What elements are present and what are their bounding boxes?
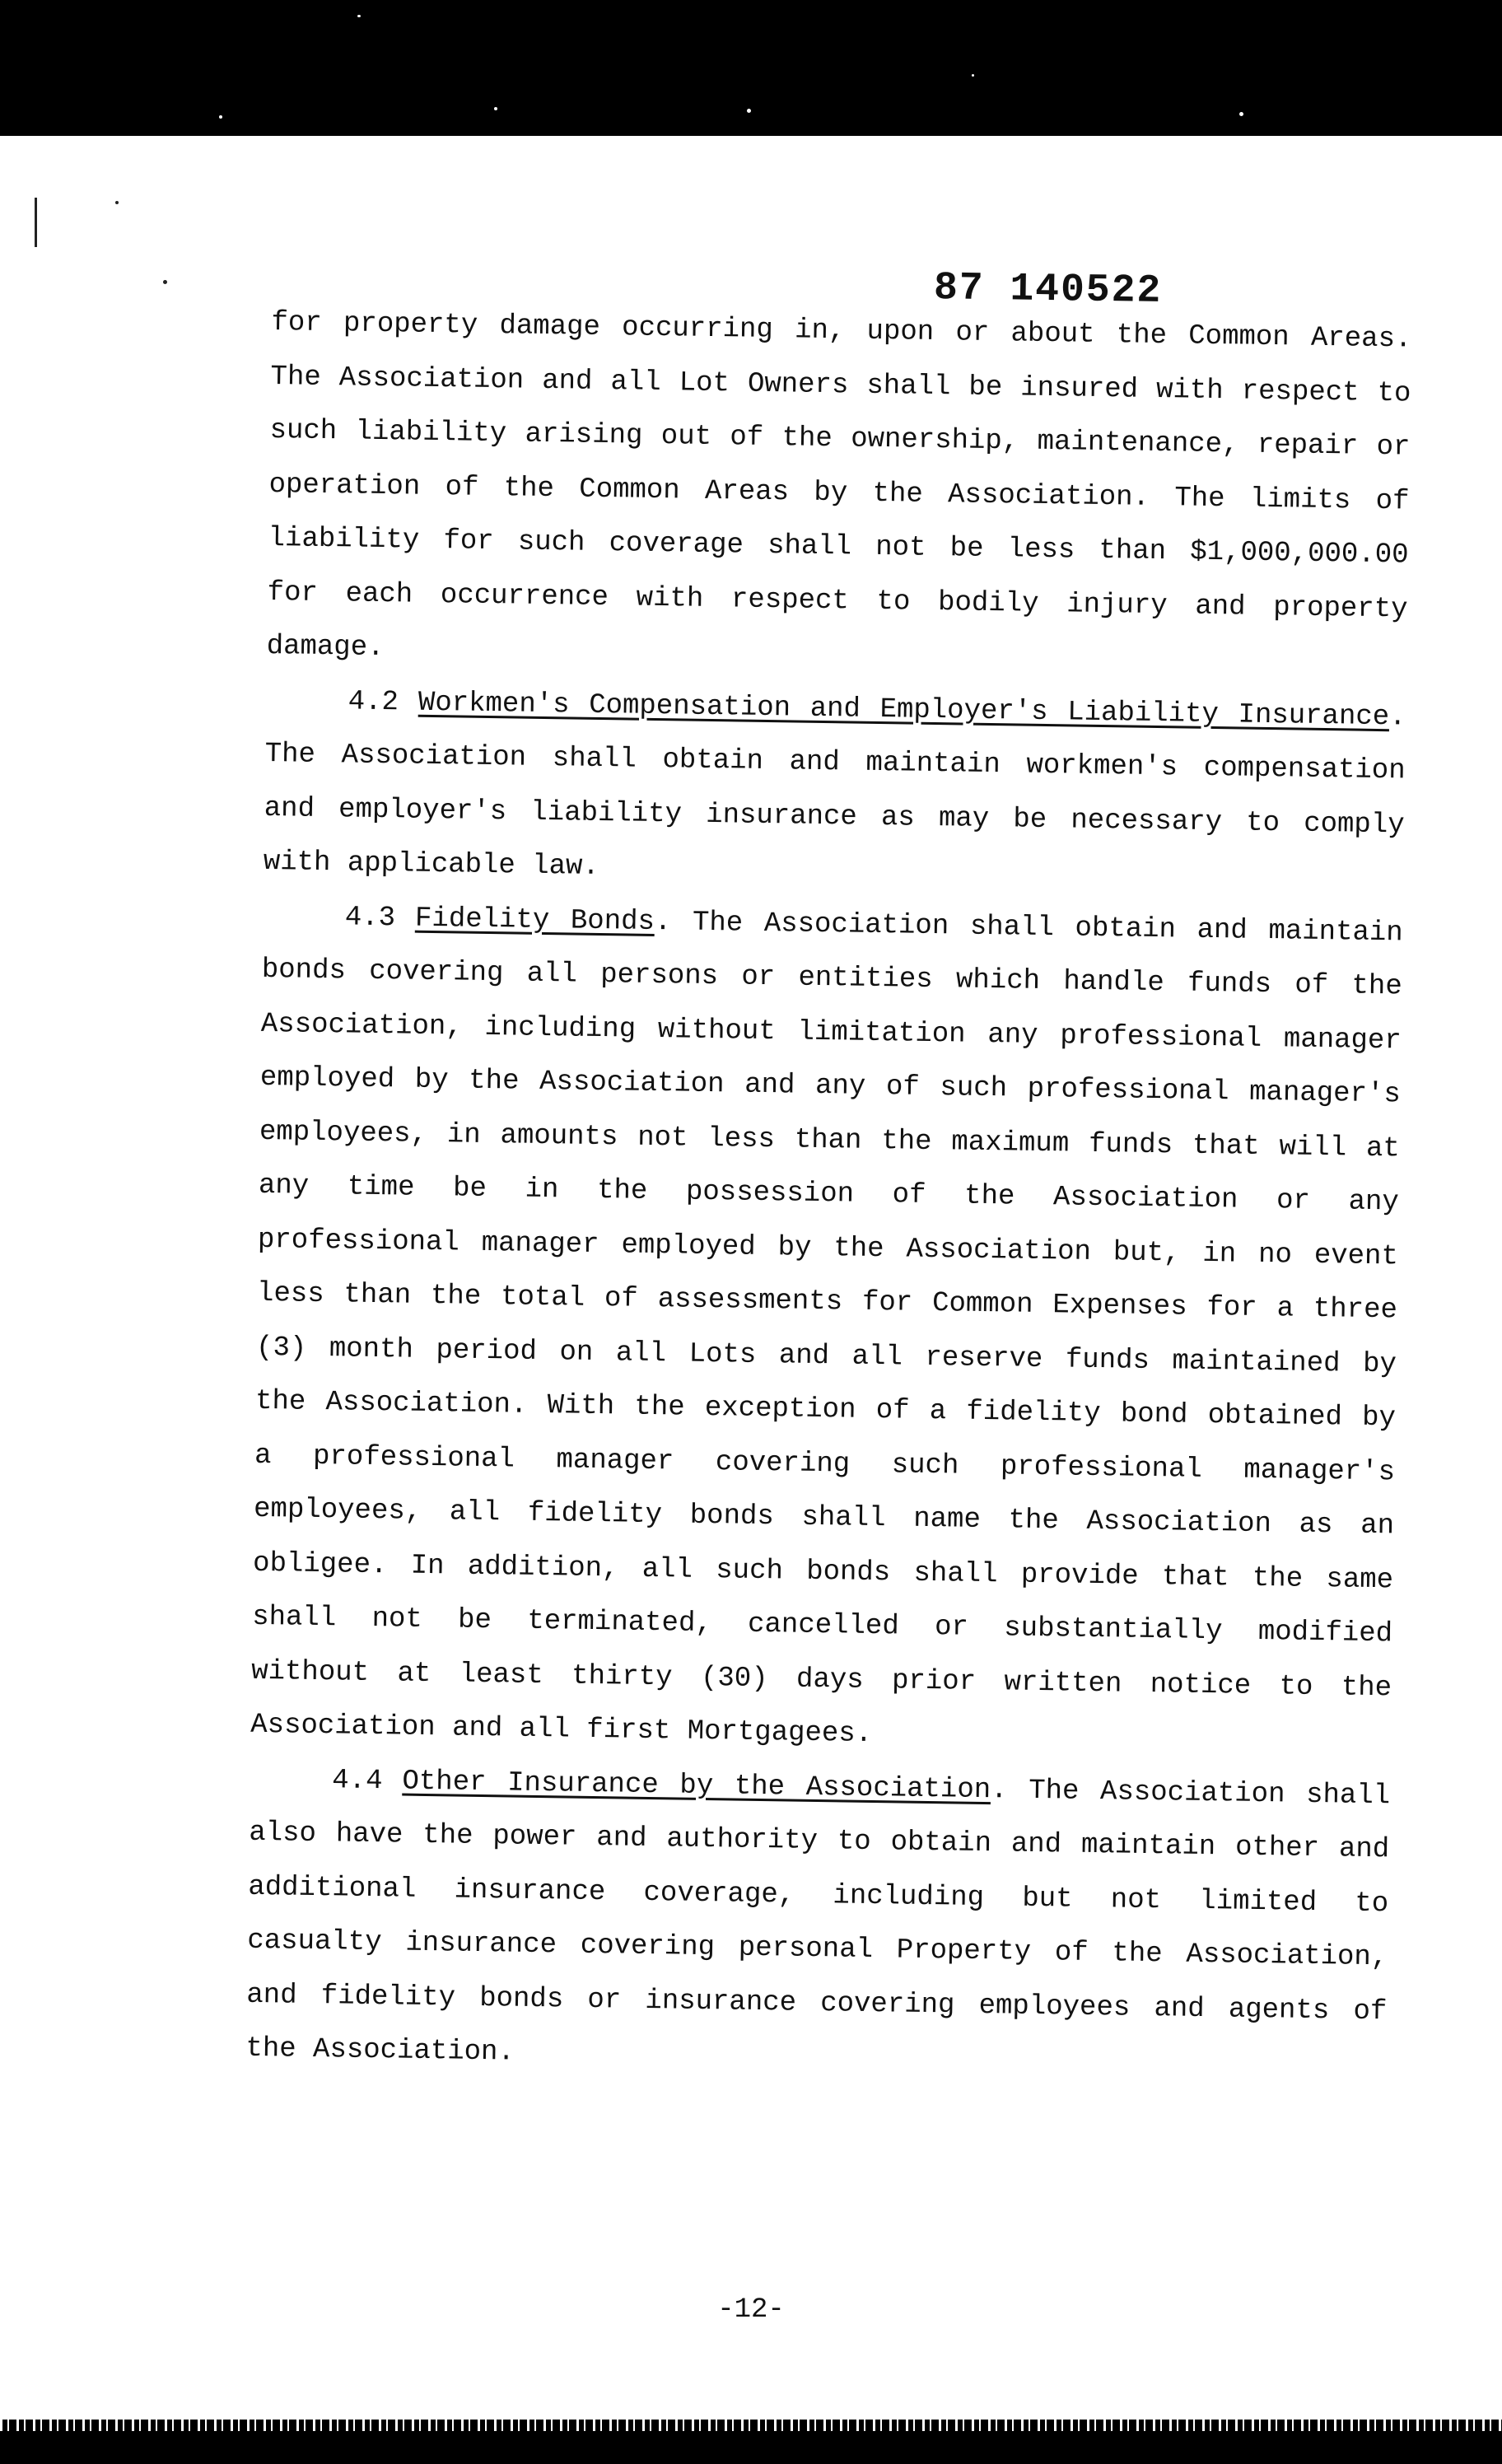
scan-margin-mark	[163, 280, 167, 284]
section-heading: Workmen's Compensation and Employer's Liability Insurance	[417, 687, 1390, 733]
paragraph-text: . The Association shall obtain and maintain workmen's compensation and employer's liability insurance as may be necessary to comply with applicable law.	[263, 701, 1406, 883]
document-body	[245, 296, 1412, 2093]
scan-bottom-border	[0, 2420, 1502, 2464]
paragraph-4-3	[250, 889, 1403, 1769]
section-heading: Other Insurance by the Association	[402, 1766, 991, 1806]
paragraph-text: for property damage occurring in, upon or about the Common Areas. The Association and all Lot Owners shall be insured with respect to such liability arising out of the ownership, maintenance, repair or operation of the Common Areas by the Association. The limits of liability for such coverage shall not be less than $1,000,000.00 for each occurrence with respect to bodily injury and property damage.	[266, 306, 1412, 665]
section-number: 4.3	[344, 901, 396, 934]
paragraph-4-2	[263, 674, 1406, 907]
scan-top-border	[0, 0, 1502, 136]
paragraph-text: . The Association shall obtain and maintain bonds covering all persons or entities which handle funds of the Association, including without limitation any professional manager employed by the Association and any of such professional manager's employees, in amounts not less than the maximum funds that will at any time be in the possession of the Association or any professional manager employed by the Association but, in no event less than the total of assessments for Common Expenses for a three (3) month period on all Lots and all reserve funds maintained by the Association. With the exception of a fidelity bond obtained by a professional manager covering such professional manager's employees, all fidelity bonds shall name the Association as an obligee. In addition, all such bonds shall provide that the same shall not be terminated, cancelled or substantially modified without at least thirty (30) days prior written notice to the Association and all first Mortgagees.	[250, 906, 1403, 1751]
paragraph-text: . The Association shall also have the power and authority to obtain and maintain other and additional insurance coverage, including but not limited to casualty insurance covering personal Property of the Association, and fidelity bonds or insurance covering employees and agents of the Association.	[245, 1774, 1391, 2069]
scan-margin-mark	[35, 198, 37, 247]
section-number: 4.2	[348, 685, 399, 718]
page-number: -12-	[717, 2294, 785, 2326]
document-number: 87 140522	[933, 266, 1163, 314]
paragraph-4-4	[245, 1752, 1391, 2093]
section-number: 4.4	[331, 1764, 383, 1797]
scan-margin-mark	[115, 201, 119, 204]
section-heading: Fidelity Bonds	[414, 903, 655, 938]
paragraph-intro	[266, 296, 1412, 691]
